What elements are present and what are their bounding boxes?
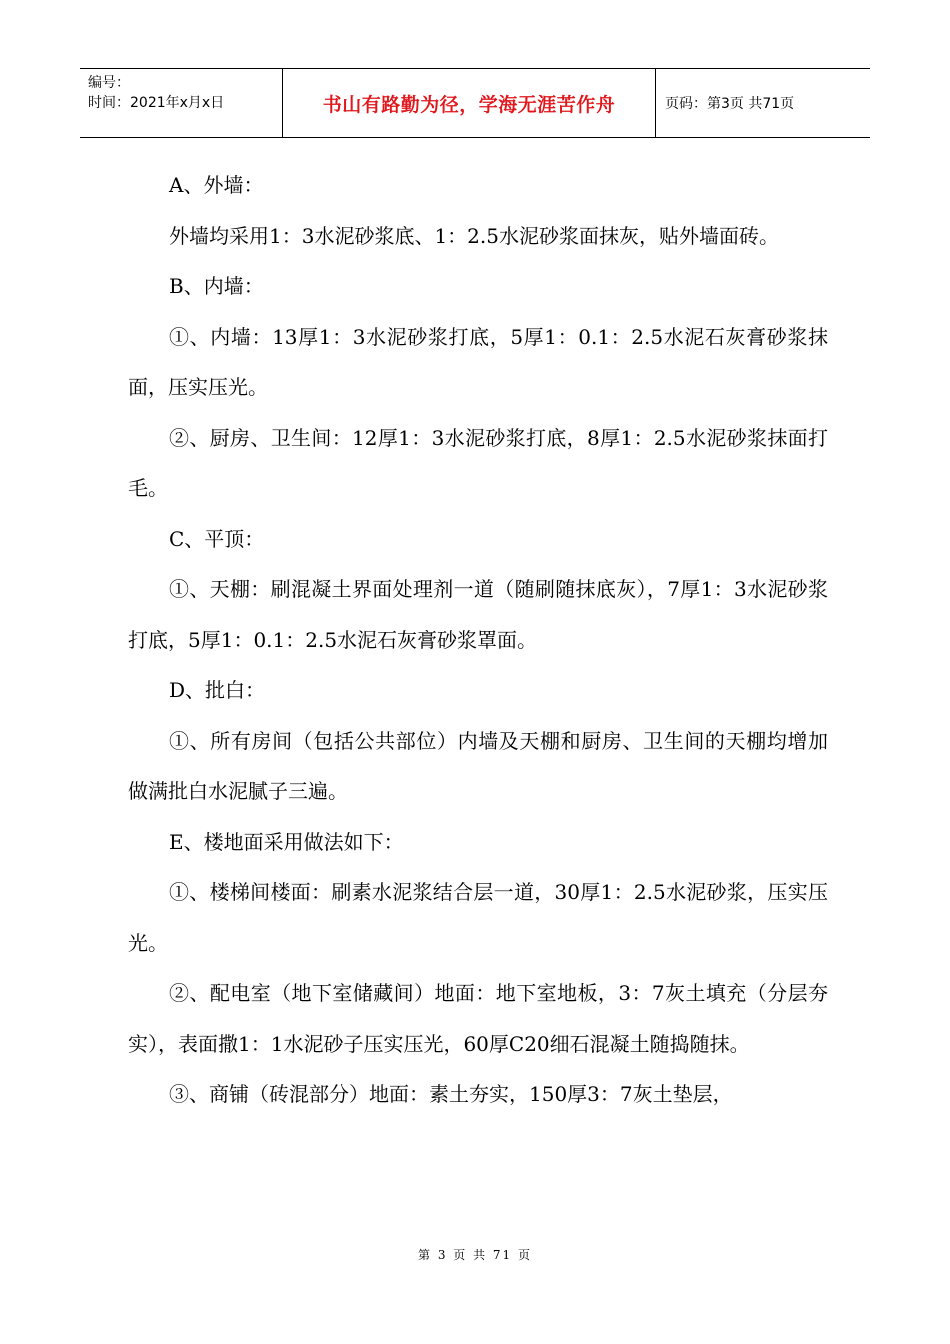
paragraph: ①、楼梯间楼面：刷素水泥浆结合层一道，30厚1：2.5水泥砂浆，压实压光。 bbox=[128, 880, 828, 955]
header-motto: 书山有路勤为径，学海无涯苦作舟 bbox=[282, 69, 656, 137]
header-meta bbox=[80, 69, 282, 137]
section-heading-ceiling: C、平顶： bbox=[169, 526, 265, 551]
paragraph: ②、配电室（地下室储藏间）地面：地下室地板，3：7灰土填充（分层夯实），表面撒1：1水泥砂子压实压光，60厚C20细石混凝土随捣随抹。 bbox=[128, 981, 828, 1056]
document-body bbox=[128, 160, 828, 1120]
section-heading-putty: D、批白： bbox=[169, 678, 266, 702]
paragraph: ①、内墙：13厚1：3水泥砂浆打底，5厚1：0.1：2.5水泥石灰膏砂浆抹面，压实压光。 bbox=[128, 324, 828, 399]
paragraph: ②、厨房、卫生间：12厚1：3水泥砂浆打底，8厚1：2.5水泥砂浆抹面打毛。 bbox=[128, 425, 828, 500]
page-header bbox=[80, 68, 870, 138]
paragraph: 外墙均采用1：3水泥砂浆底、1：2.5水泥砂浆面抹灰，贴外墙面砖。 bbox=[169, 223, 779, 248]
paragraph: ③、商铺（砖混部分）地面：素土夯实，150厚3：7灰土垫层， bbox=[169, 1082, 733, 1106]
section-heading-interior-wall: B、内墙： bbox=[169, 274, 264, 298]
section-heading-exterior-wall: A、外墙： bbox=[169, 173, 264, 197]
document-time-label: 时间：2021年x月x日 bbox=[88, 95, 225, 111]
paragraph: ①、天棚：刷混凝土界面处理剂一道（随刷随抹底灰），7厚1：3水泥砂浆打底，5厚1：0.1：2.5水泥石灰膏砂浆罩面。 bbox=[128, 577, 828, 652]
header-page-info: 页码：第3页 共71页 bbox=[665, 96, 795, 112]
document-number-label: 编号： bbox=[88, 75, 130, 91]
paragraph: ①、所有房间（包括公共部位）内墙及天棚和厨房、卫生间的天棚均增加做满批白水泥腻子三遍。 bbox=[128, 728, 828, 803]
section-heading-floors: E、楼地面采用做法如下： bbox=[169, 829, 404, 854]
page-footer: 第 3 页 共 71 页 bbox=[418, 1248, 532, 1262]
